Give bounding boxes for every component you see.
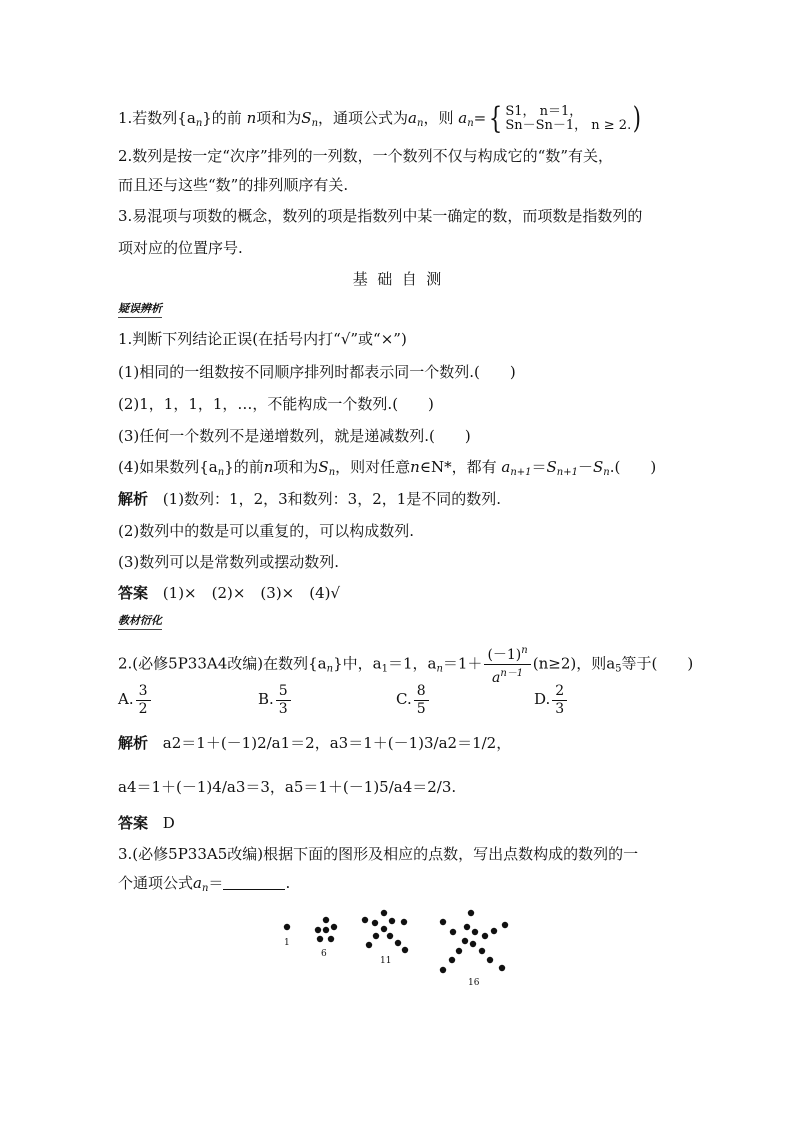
note-1-text-d: ，通项公式为 (318, 109, 409, 127)
option-b-den: 3 (278, 700, 288, 717)
note-2-line-2: 而且还与这些“数”的排列顺序有关. (118, 176, 349, 194)
note-1-eq: = (473, 109, 487, 127)
q1-item-4: (4)如果数列$\{a_n\}$的前n项和为$S_n$，则对任意n∈N*，都有 $a_{n+1}=S_{n+1}-S_n$.( ) (118, 458, 657, 478)
option-b-num: 5 (276, 683, 291, 701)
note-2-line-1: 2.数列是按一定“次序”排列的一列数，一个数列不仅与构成它的“数”有关， (118, 147, 613, 165)
q1-item-4-b: }的前 (224, 458, 264, 476)
option-d-label: D. (534, 690, 551, 708)
analysis-label: 解析 (118, 490, 149, 508)
q2-stem-d: ＝1＋ (442, 654, 483, 673)
fig-label-11: 11 (380, 956, 392, 966)
dot-pattern-figure (0, 905, 794, 1015)
q2-frac-num-exp: n (521, 645, 528, 656)
q1-item-1: (1)相同的一组数按不同顺序排列时都表示同一个数列.( ) (118, 363, 516, 381)
fig-label-16: 16 (468, 978, 480, 988)
q2-analysis-label: 解析 (118, 734, 149, 752)
option-a-num: 3 (136, 683, 151, 701)
note-1-n: n (246, 109, 257, 127)
option-c-num: 8 (414, 683, 429, 701)
note-1-sub-n: n (195, 118, 203, 129)
left-brace-icon: { (489, 101, 503, 136)
q1-item-2: (2)1，1，1，1，…，不能构成一个数列.( ) (118, 395, 434, 413)
note-3-line-1: 3.易混项与项数的概念，数列的项是指数列中某一确定的数，而项数是指数列的 (118, 207, 643, 225)
note-1: 1.若数列$\{a_n\}$的前 n项和为$S_n$，通项公式为$a_n$，则 $a_n=${ S1， n＝1， Sn－Sn－1， n ≥ 2.) (118, 101, 642, 136)
q1-answer (118, 582, 340, 604)
note-1-an: a (458, 109, 468, 127)
q1-analysis-2: (2)数列中的数是可以重复的，可以构成数列. (118, 522, 415, 540)
heading-textbook-derived: 教材衍化 (118, 614, 162, 630)
note-1-text-e: ，则 (423, 109, 454, 127)
answer-blank[interactable] (223, 875, 285, 890)
q2-stem-a: 2.(必修5P33A4改编)在数列{a (118, 654, 327, 673)
q2-answer-text: D (162, 814, 175, 832)
piecewise-cases (505, 105, 631, 133)
option-c-label: C. (396, 690, 412, 708)
q2-analysis-2: a4＝1＋(－1)4/a3＝3，a5＝1＋(－1)5/a4＝2/3. (118, 778, 457, 796)
fig-label-1: 1 (284, 938, 290, 948)
option-b-label: B. (258, 690, 274, 708)
q1-analysis-1 (118, 488, 501, 510)
option-a-label: A. (118, 690, 134, 708)
dot-group-11 (362, 910, 408, 953)
q2-stem-e: (n≥2)，则a (532, 654, 616, 673)
q2-stem-f: 等于( ) (621, 654, 694, 673)
note-1-S: S (301, 109, 312, 127)
note-1-a: a (408, 109, 417, 127)
q2-stem: 2.(必修5P33A4改编)在数列$\{a_n\}$中，$a_1=1$，$a_n=1+$ $\frac{(-1)^n}{a^{n-1}}$ (n≥2)，则$a_5$等于( ) (118, 642, 693, 688)
q2-answer (118, 812, 175, 834)
q3-line-2-a: 个通项公式 (118, 874, 194, 892)
note-1-text-a: 1.若数列{a (118, 109, 196, 127)
q1-analysis-3: (3)数列可以是常数列或摆动数列. (118, 553, 340, 571)
q2-option-b[interactable] (258, 680, 293, 718)
right-paren-icon: ) (632, 101, 642, 136)
option-a-den: 2 (138, 700, 148, 717)
note-1-text-b: }的前 (202, 109, 242, 127)
answer-label: 答案 (118, 584, 149, 602)
q2-solution-line-1: a2＝1＋(－1)2/a1＝2，a3＝1＋(－1)3/a2＝1/2， (162, 734, 512, 752)
q2-frac-den-exp: n－1 (500, 668, 524, 679)
q2-stem-c: ＝1，a (387, 654, 437, 673)
q3-line-2-b: ＝ (208, 874, 224, 892)
q1-item-3: (3)任何一个数列不是递增数列，就是递减数列.( ) (118, 427, 471, 445)
q2-frac-num: (－1) (487, 647, 522, 663)
q2-option-d[interactable] (534, 680, 569, 718)
q1-item-4-c: 项和为 (273, 458, 319, 476)
heading-error-analysis: 疑误辨析 (118, 302, 162, 318)
dot-group-6 (315, 917, 337, 942)
dot-group-16 (440, 910, 508, 973)
fig-label-6: 6 (321, 949, 327, 959)
q2-option-a[interactable] (118, 680, 153, 718)
case-1: S1， n＝1， (505, 104, 583, 119)
q2-stem-b: }中，a (333, 654, 382, 673)
option-d-den: 3 (555, 700, 565, 717)
q1-item-4-paren: ( ) (614, 458, 657, 476)
q2-analysis-1 (118, 724, 511, 762)
q1-item-4-a: (4)如果数列{a (118, 458, 218, 476)
q1-item-4-e: ∈N*，都有 (419, 458, 497, 476)
q3-line-1: 3.(必修5P33A5改编)根据下面的图形及相应的点数，写出点数构成的数列的一 (118, 845, 639, 863)
case-2: Sn－Sn－1， n ≥ 2. (505, 118, 632, 133)
q1-stem: 1.判断下列结论正误(在括号内打“√”或“×”) (118, 330, 407, 348)
option-c-den: 5 (416, 700, 426, 717)
q2-fraction (484, 642, 530, 687)
section-title: 基 础 自 测 (352, 270, 442, 288)
dot (284, 924, 290, 930)
q3-line-2: 个通项公式$a_n=$ . (118, 874, 291, 894)
q1-analysis-text-1: (1)数列：1，2，3和数列：3，2，1是不同的数列. (162, 490, 502, 508)
note-3-line-2: 项对应的位置序号. (118, 239, 243, 257)
q2-frac-den: a (492, 670, 501, 686)
option-d-num: 2 (552, 683, 567, 701)
q1-answer-text: (1)× (2)× (3)× (4)√ (162, 584, 341, 602)
q1-item-4-d: ，则对任意 (335, 458, 411, 476)
q2-option-c[interactable] (396, 680, 431, 718)
note-1-text-c: 项和为 (256, 109, 302, 127)
q2-answer-label: 答案 (118, 814, 149, 832)
